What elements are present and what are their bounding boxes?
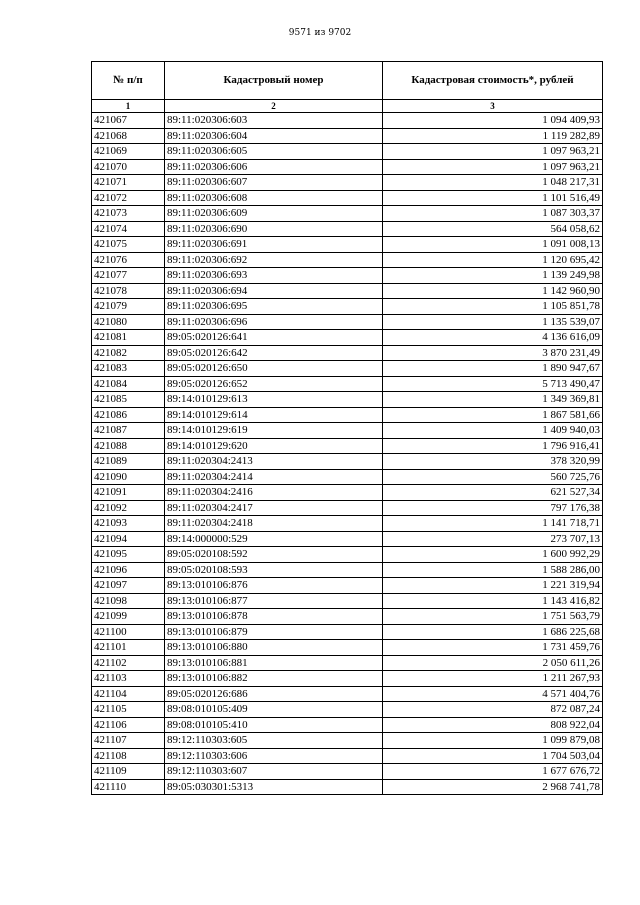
cell-row-number: 421081 bbox=[92, 330, 165, 346]
table-body bbox=[92, 113, 603, 795]
table-row bbox=[92, 655, 603, 671]
table-row bbox=[92, 547, 603, 563]
table-row bbox=[92, 609, 603, 625]
cell-cadastral-value: 1 221 319,94 bbox=[383, 578, 603, 594]
cell-cadastral-value: 1 349 369,81 bbox=[383, 392, 603, 408]
column-header-cadastral-number: Кадастровый номер bbox=[165, 62, 383, 100]
table-row bbox=[92, 671, 603, 687]
cell-row-number: 421098 bbox=[92, 593, 165, 609]
cell-cadastral-value: 1 141 718,71 bbox=[383, 516, 603, 532]
cell-row-number: 421096 bbox=[92, 562, 165, 578]
cell-cadastral-value: 1 751 563,79 bbox=[383, 609, 603, 625]
cell-cadastral-value: 4 136 616,09 bbox=[383, 330, 603, 346]
cell-row-number: 421080 bbox=[92, 314, 165, 330]
table-row bbox=[92, 376, 603, 392]
cell-cadastral-number: 89:13:010106:878 bbox=[165, 609, 383, 625]
cell-row-number: 421085 bbox=[92, 392, 165, 408]
cell-cadastral-value: 560 725,76 bbox=[383, 469, 603, 485]
cell-cadastral-number: 89:13:010106:881 bbox=[165, 655, 383, 671]
column-header-number: № п/п bbox=[92, 62, 165, 100]
table-row bbox=[92, 314, 603, 330]
cell-row-number: 421082 bbox=[92, 345, 165, 361]
cell-row-number: 421109 bbox=[92, 764, 165, 780]
cell-row-number: 421110 bbox=[92, 779, 165, 795]
table-row bbox=[92, 128, 603, 144]
cell-row-number: 421069 bbox=[92, 144, 165, 160]
cell-cadastral-number: 89:11:020306:606 bbox=[165, 159, 383, 175]
cell-cadastral-value: 4 571 404,76 bbox=[383, 686, 603, 702]
cell-cadastral-value: 1 120 695,42 bbox=[383, 252, 603, 268]
cell-cadastral-number: 89:05:020126:686 bbox=[165, 686, 383, 702]
cell-cadastral-value: 1 588 286,00 bbox=[383, 562, 603, 578]
table-row bbox=[92, 423, 603, 439]
cell-cadastral-number: 89:11:020306:696 bbox=[165, 314, 383, 330]
cell-cadastral-number: 89:13:010106:877 bbox=[165, 593, 383, 609]
cell-cadastral-value: 564 058,62 bbox=[383, 221, 603, 237]
column-index: 1 bbox=[92, 100, 165, 113]
cell-cadastral-number: 89:11:020304:2413 bbox=[165, 454, 383, 470]
cell-row-number: 421073 bbox=[92, 206, 165, 222]
cell-cadastral-value: 797 176,38 bbox=[383, 500, 603, 516]
table-row bbox=[92, 392, 603, 408]
table-row bbox=[92, 175, 603, 191]
cell-row-number: 421074 bbox=[92, 221, 165, 237]
cell-cadastral-value: 1 142 960,90 bbox=[383, 283, 603, 299]
cell-row-number: 421102 bbox=[92, 655, 165, 671]
cell-cadastral-number: 89:11:020306:603 bbox=[165, 113, 383, 129]
table-row bbox=[92, 779, 603, 795]
cadastral-value-table bbox=[91, 61, 603, 795]
cell-row-number: 421104 bbox=[92, 686, 165, 702]
cell-cadastral-number: 89:11:020306:608 bbox=[165, 190, 383, 206]
table-row bbox=[92, 299, 603, 315]
cell-cadastral-value: 1 686 225,68 bbox=[383, 624, 603, 640]
cell-cadastral-number: 89:08:010105:409 bbox=[165, 702, 383, 718]
cell-cadastral-value: 1 091 008,13 bbox=[383, 237, 603, 253]
table-row bbox=[92, 283, 603, 299]
table-row bbox=[92, 237, 603, 253]
cell-row-number: 421075 bbox=[92, 237, 165, 253]
cell-cadastral-value: 1 600 992,29 bbox=[383, 547, 603, 563]
cell-row-number: 421083 bbox=[92, 361, 165, 377]
table-row bbox=[92, 702, 603, 718]
table-row bbox=[92, 330, 603, 346]
table-row bbox=[92, 686, 603, 702]
cell-cadastral-number: 89:11:020306:609 bbox=[165, 206, 383, 222]
cell-cadastral-number: 89:11:020306:605 bbox=[165, 144, 383, 160]
cell-row-number: 421091 bbox=[92, 485, 165, 501]
cell-cadastral-number: 89:14:010129:613 bbox=[165, 392, 383, 408]
cell-cadastral-value: 3 870 231,49 bbox=[383, 345, 603, 361]
cell-cadastral-value: 1 087 303,37 bbox=[383, 206, 603, 222]
cell-cadastral-number: 89:11:020306:694 bbox=[165, 283, 383, 299]
cell-cadastral-value: 1 211 267,93 bbox=[383, 671, 603, 687]
cell-cadastral-number: 89:05:020126:650 bbox=[165, 361, 383, 377]
cell-cadastral-value: 621 527,34 bbox=[383, 485, 603, 501]
cell-cadastral-number: 89:05:020108:592 bbox=[165, 547, 383, 563]
cell-cadastral-value: 1 139 249,98 bbox=[383, 268, 603, 284]
table-row bbox=[92, 438, 603, 454]
cell-cadastral-number: 89:11:020306:607 bbox=[165, 175, 383, 191]
table-row bbox=[92, 748, 603, 764]
cell-cadastral-number: 89:11:020306:695 bbox=[165, 299, 383, 315]
cell-cadastral-number: 89:11:020306:604 bbox=[165, 128, 383, 144]
table-row bbox=[92, 764, 603, 780]
table-row bbox=[92, 578, 603, 594]
cell-cadastral-number: 89:11:020304:2414 bbox=[165, 469, 383, 485]
cell-cadastral-value: 1 143 416,82 bbox=[383, 593, 603, 609]
cell-cadastral-number: 89:13:010106:882 bbox=[165, 671, 383, 687]
cell-cadastral-number: 89:11:020306:691 bbox=[165, 237, 383, 253]
table-row bbox=[92, 593, 603, 609]
cell-cadastral-number: 89:05:020126:642 bbox=[165, 345, 383, 361]
cell-cadastral-value: 273 707,13 bbox=[383, 531, 603, 547]
cell-row-number: 421084 bbox=[92, 376, 165, 392]
cell-row-number: 421070 bbox=[92, 159, 165, 175]
cell-row-number: 421076 bbox=[92, 252, 165, 268]
cell-row-number: 421106 bbox=[92, 717, 165, 733]
cell-cadastral-value: 1 119 282,89 bbox=[383, 128, 603, 144]
cell-cadastral-number: 89:11:020306:690 bbox=[165, 221, 383, 237]
cell-cadastral-value: 1 677 676,72 bbox=[383, 764, 603, 780]
cell-row-number: 421072 bbox=[92, 190, 165, 206]
cell-cadastral-value: 1 704 503,04 bbox=[383, 748, 603, 764]
cell-row-number: 421077 bbox=[92, 268, 165, 284]
table-row bbox=[92, 221, 603, 237]
cell-row-number: 421068 bbox=[92, 128, 165, 144]
cell-row-number: 421100 bbox=[92, 624, 165, 640]
cell-row-number: 421089 bbox=[92, 454, 165, 470]
cell-cadastral-value: 1 731 459,76 bbox=[383, 640, 603, 656]
cell-row-number: 421095 bbox=[92, 547, 165, 563]
cell-cadastral-value: 1 890 947,67 bbox=[383, 361, 603, 377]
cell-cadastral-number: 89:14:000000:529 bbox=[165, 531, 383, 547]
cell-row-number: 421090 bbox=[92, 469, 165, 485]
cell-cadastral-number: 89:05:020108:593 bbox=[165, 562, 383, 578]
cell-cadastral-number: 89:11:020306:692 bbox=[165, 252, 383, 268]
cell-cadastral-number: 89:11:020306:693 bbox=[165, 268, 383, 284]
cell-row-number: 421107 bbox=[92, 733, 165, 749]
cell-cadastral-value: 1 135 539,07 bbox=[383, 314, 603, 330]
cell-row-number: 421088 bbox=[92, 438, 165, 454]
cell-cadastral-number: 89:14:010129:614 bbox=[165, 407, 383, 423]
cell-row-number: 421093 bbox=[92, 516, 165, 532]
page-number-header: 9571 из 9702 bbox=[288, 28, 352, 38]
cell-cadastral-number: 89:13:010106:879 bbox=[165, 624, 383, 640]
table-row bbox=[92, 206, 603, 222]
cell-cadastral-number: 89:13:010106:876 bbox=[165, 578, 383, 594]
cell-cadastral-value: 1 097 963,21 bbox=[383, 144, 603, 160]
cell-cadastral-number: 89:05:020126:652 bbox=[165, 376, 383, 392]
cell-cadastral-value: 2 968 741,78 bbox=[383, 779, 603, 795]
table-row bbox=[92, 500, 603, 516]
table-row bbox=[92, 144, 603, 160]
cell-cadastral-number: 89:12:110303:607 bbox=[165, 764, 383, 780]
column-index-row bbox=[92, 100, 603, 113]
cell-cadastral-value: 1 796 916,41 bbox=[383, 438, 603, 454]
cell-cadastral-value: 2 050 611,26 bbox=[383, 655, 603, 671]
cell-cadastral-number: 89:11:020304:2418 bbox=[165, 516, 383, 532]
cell-cadastral-number: 89:14:010129:619 bbox=[165, 423, 383, 439]
table-row bbox=[92, 159, 603, 175]
table-row bbox=[92, 113, 603, 129]
cell-cadastral-value: 1 099 879,08 bbox=[383, 733, 603, 749]
table-row bbox=[92, 717, 603, 733]
cell-cadastral-value: 1 094 409,93 bbox=[383, 113, 603, 129]
table-row bbox=[92, 640, 603, 656]
cell-cadastral-value: 1 409 940,03 bbox=[383, 423, 603, 439]
cell-cadastral-number: 89:11:020304:2416 bbox=[165, 485, 383, 501]
cell-cadastral-value: 1 105 851,78 bbox=[383, 299, 603, 315]
cell-cadastral-number: 89:05:030301:5313 bbox=[165, 779, 383, 795]
cell-cadastral-value: 1 097 963,21 bbox=[383, 159, 603, 175]
cell-row-number: 421067 bbox=[92, 113, 165, 129]
cell-row-number: 421087 bbox=[92, 423, 165, 439]
cell-cadastral-value: 378 320,99 bbox=[383, 454, 603, 470]
table-row bbox=[92, 268, 603, 284]
cell-row-number: 421086 bbox=[92, 407, 165, 423]
table-row bbox=[92, 562, 603, 578]
cell-row-number: 421101 bbox=[92, 640, 165, 656]
cell-cadastral-number: 89:08:010105:410 bbox=[165, 717, 383, 733]
cell-row-number: 421078 bbox=[92, 283, 165, 299]
cell-cadastral-value: 1 101 516,49 bbox=[383, 190, 603, 206]
table-row bbox=[92, 516, 603, 532]
cell-cadastral-value: 5 713 490,47 bbox=[383, 376, 603, 392]
table-row bbox=[92, 454, 603, 470]
table-row bbox=[92, 485, 603, 501]
cell-cadastral-value: 1 048 217,31 bbox=[383, 175, 603, 191]
cell-cadastral-number: 89:12:110303:606 bbox=[165, 748, 383, 764]
column-header-cadastral-value: Кадастровая стоимость*, рублей bbox=[383, 62, 603, 100]
cell-row-number: 421103 bbox=[92, 671, 165, 687]
cell-row-number: 421108 bbox=[92, 748, 165, 764]
cell-cadastral-number: 89:12:110303:605 bbox=[165, 733, 383, 749]
cell-row-number: 421097 bbox=[92, 578, 165, 594]
cell-cadastral-value: 872 087,24 bbox=[383, 702, 603, 718]
cell-cadastral-value: 1 867 581,66 bbox=[383, 407, 603, 423]
cell-row-number: 421094 bbox=[92, 531, 165, 547]
cell-cadastral-number: 89:14:010129:620 bbox=[165, 438, 383, 454]
cell-row-number: 421079 bbox=[92, 299, 165, 315]
cell-cadastral-number: 89:05:020126:641 bbox=[165, 330, 383, 346]
cell-row-number: 421105 bbox=[92, 702, 165, 718]
cell-cadastral-number: 89:11:020304:2417 bbox=[165, 500, 383, 516]
table-row bbox=[92, 469, 603, 485]
cell-cadastral-value: 808 922,04 bbox=[383, 717, 603, 733]
table-row bbox=[92, 190, 603, 206]
table-row bbox=[92, 624, 603, 640]
column-index: 2 bbox=[165, 100, 383, 113]
cell-row-number: 421099 bbox=[92, 609, 165, 625]
table-row bbox=[92, 252, 603, 268]
table-row bbox=[92, 531, 603, 547]
cell-row-number: 421092 bbox=[92, 500, 165, 516]
table-header-row bbox=[92, 62, 603, 100]
table-row bbox=[92, 361, 603, 377]
cell-cadastral-number: 89:13:010106:880 bbox=[165, 640, 383, 656]
table-row bbox=[92, 733, 603, 749]
table-row bbox=[92, 407, 603, 423]
table-row bbox=[92, 345, 603, 361]
cell-row-number: 421071 bbox=[92, 175, 165, 191]
column-index: 3 bbox=[383, 100, 603, 113]
